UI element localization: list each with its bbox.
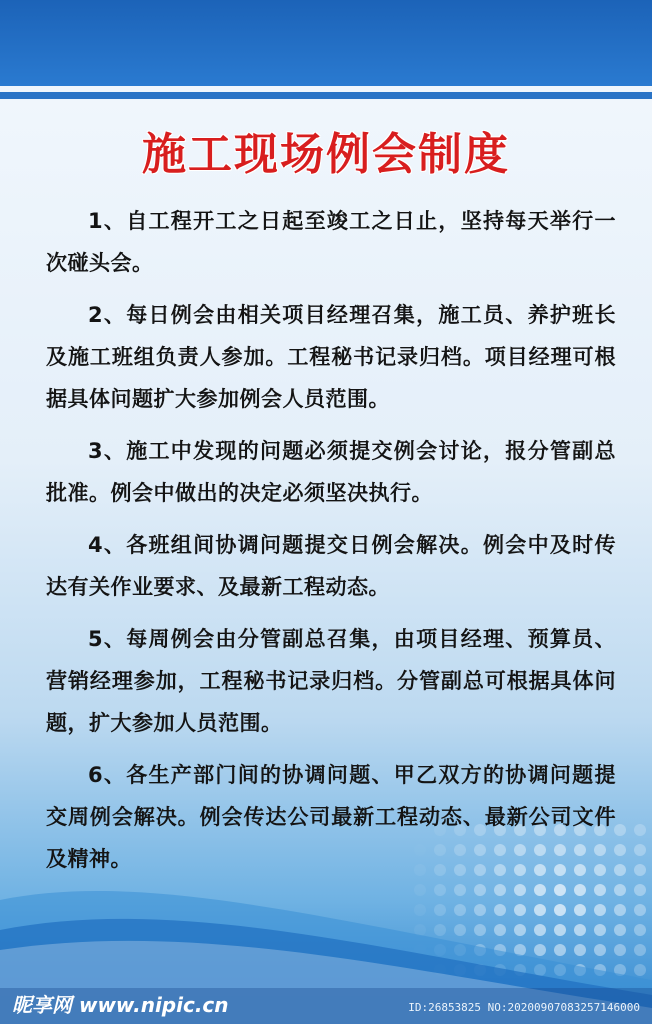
rule-paragraph: 5、每周例会由分管副总召集，由项目经理、预算员、营销经理参加，工程秘书记录归档。分管副总可根据具体问题，扩大参加人员范围。 <box>46 627 616 735</box>
decor-dot <box>574 944 586 956</box>
decor-dot <box>634 864 646 876</box>
page-title: 施工现场例会制度 <box>142 129 510 180</box>
decor-dot <box>634 924 646 936</box>
decor-dot <box>494 904 506 916</box>
decor-dot <box>534 944 546 956</box>
decor-dot <box>594 904 606 916</box>
rule-paragraph: 2、每日例会由相关项目经理召集，施工员、养护班长及施工班组负责人参加。工程秘书记录归档。项目经理可根据具体问题扩大参加例会人员范围。 <box>46 303 616 411</box>
decor-dot <box>614 904 626 916</box>
image-id-label: ID:26853825 NO:20200907083257146000 <box>408 1001 640 1014</box>
watermark-logo: 昵享网 www.nipic.cn <box>12 993 229 1017</box>
decor-dot <box>594 924 606 936</box>
decor-dot <box>634 824 646 836</box>
decor-dot <box>634 884 646 896</box>
decor-dot <box>554 924 566 936</box>
decor-dot <box>634 844 646 856</box>
decor-dot <box>474 904 486 916</box>
rule-paragraph: 4、各班组间协调问题提交日例会解决。例会中及时传达有关作业要求、及最新工程动态。 <box>46 533 616 599</box>
decor-dot <box>514 924 526 936</box>
decor-dot <box>474 924 486 936</box>
decor-dot <box>414 904 426 916</box>
decor-dot <box>494 924 506 936</box>
decor-dot <box>554 944 566 956</box>
decor-dot <box>454 904 466 916</box>
decor-dot <box>534 924 546 936</box>
footer-bar <box>0 988 652 1024</box>
rules-list <box>46 200 616 890</box>
decor-dot <box>514 904 526 916</box>
decor-dot <box>574 924 586 936</box>
decor-dot <box>554 904 566 916</box>
rule-paragraph: 6、各生产部门间的协调问题、甲乙双方的协调问题提交周例会解决。例会传达公司最新工程动态、最新公司文件及精神。 <box>46 763 616 871</box>
rule-paragraph: 1、自工程开工之日起至竣工之日止，坚持每天举行一次碰头会。 <box>46 209 616 275</box>
decor-dot <box>454 924 466 936</box>
decor-dot <box>634 964 646 976</box>
decor-dot <box>534 904 546 916</box>
header-band <box>0 0 652 86</box>
decor-dot <box>574 904 586 916</box>
decor-dot <box>634 944 646 956</box>
decor-dot <box>614 924 626 936</box>
decor-dot <box>434 904 446 916</box>
header-divider <box>0 92 652 99</box>
decor-dot <box>614 944 626 956</box>
decor-dot <box>434 924 446 936</box>
decor-dot <box>594 944 606 956</box>
rule-paragraph: 3、施工中发现的问题必须提交例会讨论，报分管副总批准。例会中做出的决定必须坚决执行。 <box>46 439 616 505</box>
decor-dot <box>634 904 646 916</box>
